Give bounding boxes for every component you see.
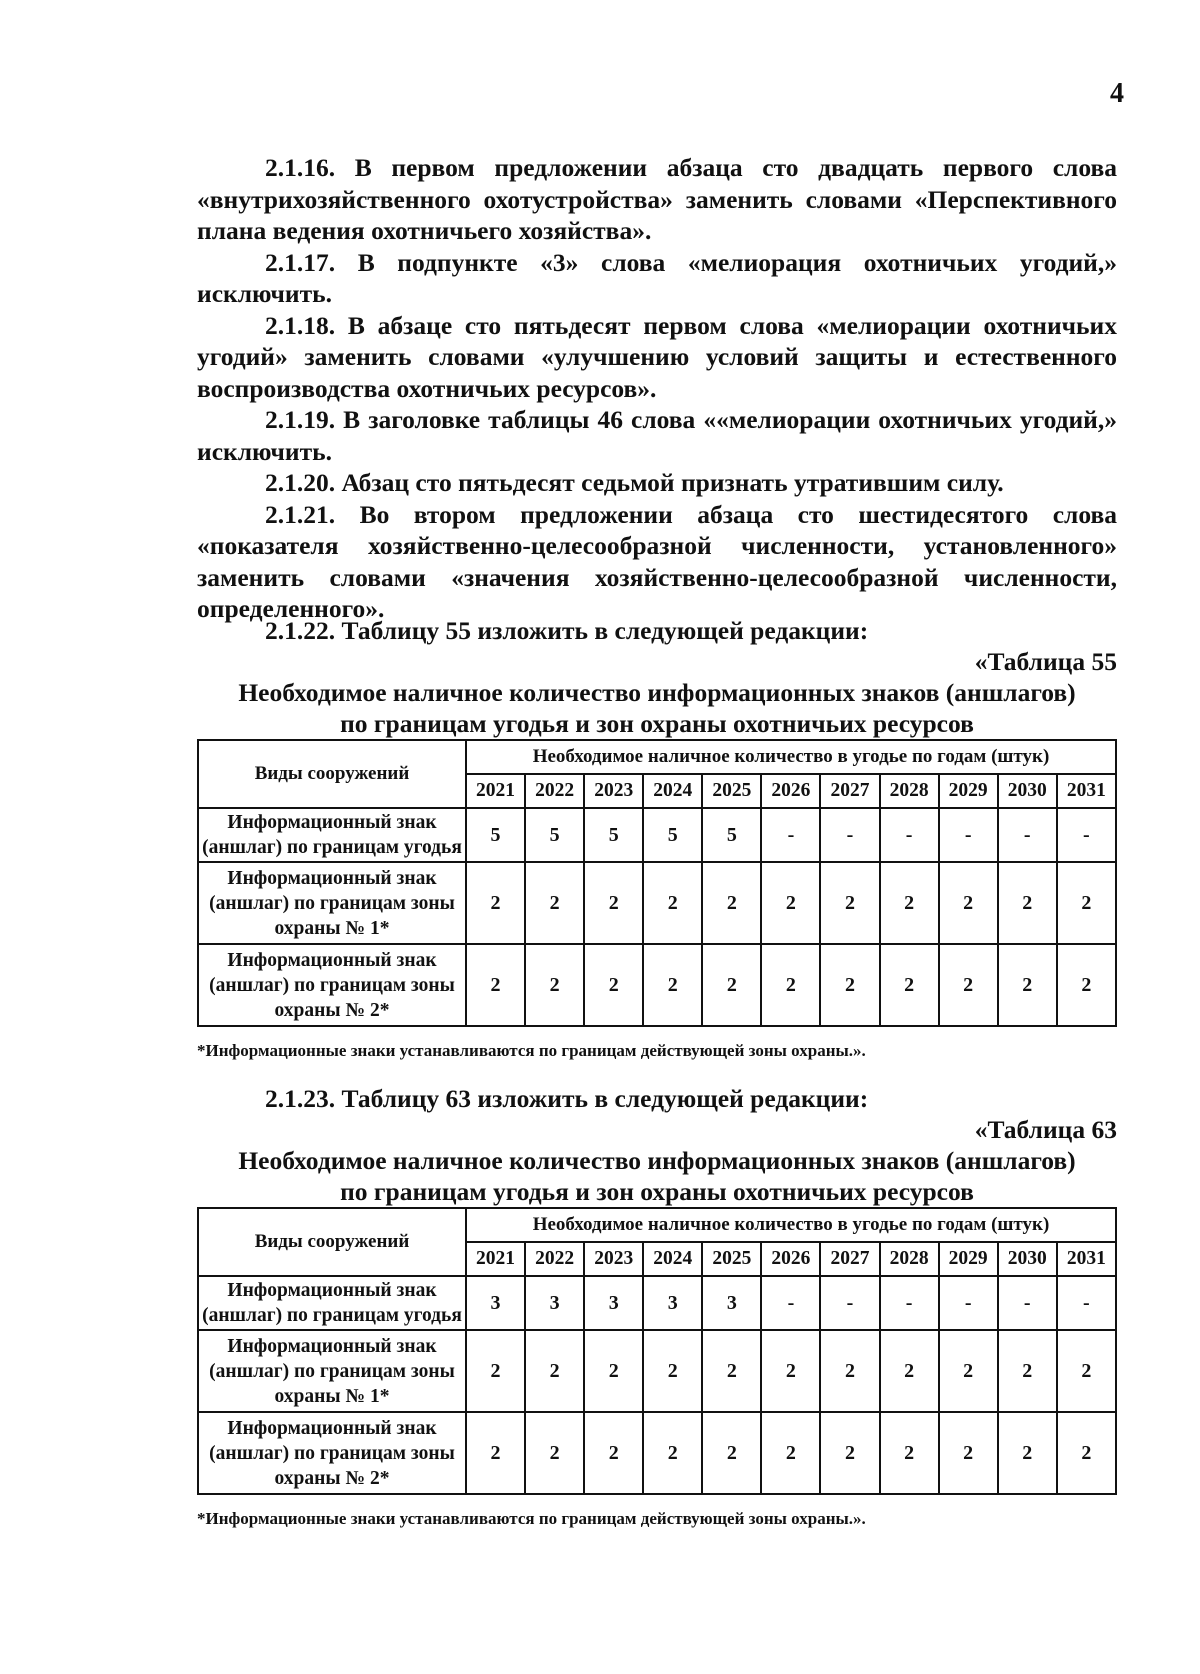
table-cell: 5 <box>466 808 525 862</box>
table-cell: 2 <box>761 1330 820 1412</box>
year-header: 2031 <box>1057 1242 1116 1276</box>
table-row <box>198 808 1116 862</box>
year-header: 2031 <box>1057 774 1116 808</box>
table-63-title-line2: по границам угодья и зон охраны охотничьих ресурсов <box>340 1177 974 1206</box>
year-header: 2028 <box>880 1242 939 1276</box>
year-header: 2029 <box>939 774 998 808</box>
year-header: 2023 <box>584 774 643 808</box>
table-63-title-line1: Необходимое наличное количество информационных знаков (аншлагов) <box>238 1146 1076 1175</box>
table-cell: 2 <box>998 944 1057 1026</box>
table-55-title-line2: по границам угодья и зон охраны охотничьих ресурсов <box>340 709 974 738</box>
table-55-title <box>197 677 1117 739</box>
table-cell: 2 <box>880 1330 939 1412</box>
table-63-intro: 2.1.23. Таблицу 63 изложить в следующей редакции: <box>265 1084 869 1113</box>
table-55-intro: 2.1.22. Таблицу 55 изложить в следующей редакции: <box>265 616 869 645</box>
table-63-block <box>197 1083 1117 1529</box>
table-cell: 2 <box>880 1412 939 1494</box>
year-header: 2027 <box>820 1242 879 1276</box>
table-55 <box>197 739 1117 1027</box>
year-header: 2030 <box>998 774 1057 808</box>
col-header-quantity-by-year: Необходимое наличное количество в угодье по годам (штук) <box>466 1208 1116 1242</box>
page-number: 4 <box>1110 78 1124 109</box>
year-header: 2024 <box>643 1242 702 1276</box>
table-cell: 2 <box>880 944 939 1026</box>
table-cell: 2 <box>939 944 998 1026</box>
table-cell: 2 <box>820 1330 879 1412</box>
table-63 <box>197 1207 1117 1495</box>
table-cell: 2 <box>525 1412 584 1494</box>
table-cell: 2 <box>702 1412 761 1494</box>
table-cell: 2 <box>1057 1412 1116 1494</box>
year-header: 2028 <box>880 774 939 808</box>
table-cell: - <box>880 1276 939 1330</box>
table-cell: 2 <box>584 944 643 1026</box>
year-header: 2030 <box>998 1242 1057 1276</box>
paragraph-2-1-19: 2.1.19. В заголовке таблицы 46 слова ««мелиорации охотничьих угодий,» исключить. <box>197 405 1117 466</box>
table-55-footnote: *Информационные знаки устанавливаются по границам действующей зоны охраны.». <box>197 1041 866 1060</box>
row-name: Информационный знак (аншлаг) по границам угодья <box>198 808 466 862</box>
table-cell: 2 <box>820 1412 879 1494</box>
table-cell: 2 <box>466 1330 525 1412</box>
table-cell: 2 <box>820 944 879 1026</box>
table-63-title <box>197 1145 1117 1207</box>
year-header: 2026 <box>761 1242 820 1276</box>
table-cell: - <box>761 1276 820 1330</box>
year-header: 2026 <box>761 774 820 808</box>
table-cell: 2 <box>584 862 643 944</box>
table-cell: - <box>1057 808 1116 862</box>
table-cell: 2 <box>998 1330 1057 1412</box>
paragraph-2-1-18: 2.1.18. В абзаце сто пятьдесят первом слова «мелиорации охотничьих угодий» заменить словами «улучшению условий защиты и естественного воспроизводства охотничьих ресурсов». <box>197 310 1117 403</box>
table-cell: 2 <box>1057 1330 1116 1412</box>
table-cell: 2 <box>998 862 1057 944</box>
col-header-structure-type: Виды сооружений <box>198 740 466 808</box>
table-cell: - <box>998 1276 1057 1330</box>
table-cell: 2 <box>880 862 939 944</box>
table-cell: 2 <box>525 862 584 944</box>
table-cell: 2 <box>939 1412 998 1494</box>
row-name: Информационный знак (аншлаг) по границам угодья <box>198 1276 466 1330</box>
table-row <box>198 862 1116 944</box>
table-cell: 2 <box>584 1412 643 1494</box>
table-63-footnote: *Информационные знаки устанавливаются по границам действующей зоны охраны.». <box>197 1509 866 1528</box>
table-cell: 2 <box>761 1412 820 1494</box>
table-cell: 5 <box>643 808 702 862</box>
year-header: 2022 <box>525 774 584 808</box>
row-name: Информационный знак (аншлаг) по границам зоны охраны № 2* <box>198 1412 466 1494</box>
table-cell: 3 <box>584 1276 643 1330</box>
paragraph-2-1-20: 2.1.20. Абзац сто пятьдесят седьмой признать утратившим силу. <box>265 468 1004 497</box>
table-cell: - <box>820 808 879 862</box>
table-cell: 2 <box>466 944 525 1026</box>
table-cell: 2 <box>1057 862 1116 944</box>
col-header-quantity-by-year: Необходимое наличное количество в угодье по годам (штук) <box>466 740 1116 774</box>
paragraph-2-1-17: 2.1.17. В подпункте «3» слова «мелиорация охотничьих угодий,» исключить. <box>197 247 1117 308</box>
table-cell: 2 <box>643 944 702 1026</box>
table-cell: 5 <box>702 808 761 862</box>
table-cell: - <box>880 808 939 862</box>
table-row <box>198 1412 1116 1494</box>
table-cell: - <box>939 1276 998 1330</box>
table-cell: - <box>998 808 1057 862</box>
paragraph-2-1-16: 2.1.16. В первом предложении абзаца сто двадцать первого слова «внутрихозяйственного охотустройства» заменить словами «Перспективного плана ведения охотничьего хозяйства». <box>197 153 1117 245</box>
table-cell: 3 <box>643 1276 702 1330</box>
table-row <box>198 1330 1116 1412</box>
year-header: 2024 <box>643 774 702 808</box>
row-name: Информационный знак (аншлаг) по границам зоны охраны № 2* <box>198 944 466 1026</box>
table-cell: 2 <box>702 862 761 944</box>
table-cell: - <box>1057 1276 1116 1330</box>
table-cell: 2 <box>761 862 820 944</box>
table-cell: 2 <box>1057 944 1116 1026</box>
year-header: 2025 <box>702 774 761 808</box>
year-header: 2027 <box>820 774 879 808</box>
table-55-block <box>197 615 1117 1061</box>
table-cell: 2 <box>761 944 820 1026</box>
row-name: Информационный знак (аншлаг) по границам зоны охраны № 1* <box>198 862 466 944</box>
year-header: 2023 <box>584 1242 643 1276</box>
table-cell: 5 <box>525 808 584 862</box>
table-row <box>198 1276 1116 1330</box>
table-cell: 2 <box>525 1330 584 1412</box>
table-cell: 2 <box>702 1330 761 1412</box>
table-cell: - <box>761 808 820 862</box>
table-63-label: «Таблица 63 <box>974 1115 1117 1144</box>
paragraph-2-1-21: 2.1.21. Во втором предложении абзаца сто шестидесятого слова «показателя хозяйственно-целесообразной численности, установленного» заменить словами «значения хозяйственно-целесообразной численности, определенного». <box>197 499 1117 623</box>
year-header: 2021 <box>466 1242 525 1276</box>
table-cell: 3 <box>525 1276 584 1330</box>
year-header: 2021 <box>466 774 525 808</box>
table-cell: 2 <box>820 862 879 944</box>
table-cell: 2 <box>525 944 584 1026</box>
table-cell: 2 <box>643 1412 702 1494</box>
year-header: 2029 <box>939 1242 998 1276</box>
year-header: 2022 <box>525 1242 584 1276</box>
table-cell: 2 <box>998 1412 1057 1494</box>
table-cell: 2 <box>939 862 998 944</box>
document-body <box>197 152 1117 625</box>
table-cell: 3 <box>702 1276 761 1330</box>
table-cell: - <box>820 1276 879 1330</box>
col-header-structure-type: Виды сооружений <box>198 1208 466 1276</box>
table-cell: 2 <box>643 1330 702 1412</box>
table-55-label: «Таблица 55 <box>974 647 1117 676</box>
year-header: 2025 <box>702 1242 761 1276</box>
table-cell: 2 <box>584 1330 643 1412</box>
table-cell: 2 <box>702 944 761 1026</box>
table-cell: 2 <box>643 862 702 944</box>
table-cell: - <box>939 808 998 862</box>
table-cell: 2 <box>939 1330 998 1412</box>
table-cell: 2 <box>466 1412 525 1494</box>
table-cell: 3 <box>466 1276 525 1330</box>
row-name: Информационный знак (аншлаг) по границам зоны охраны № 1* <box>198 1330 466 1412</box>
table-cell: 5 <box>584 808 643 862</box>
table-row <box>198 944 1116 1026</box>
table-cell: 2 <box>466 862 525 944</box>
table-55-title-line1: Необходимое наличное количество информационных знаков (аншлагов) <box>238 678 1076 707</box>
